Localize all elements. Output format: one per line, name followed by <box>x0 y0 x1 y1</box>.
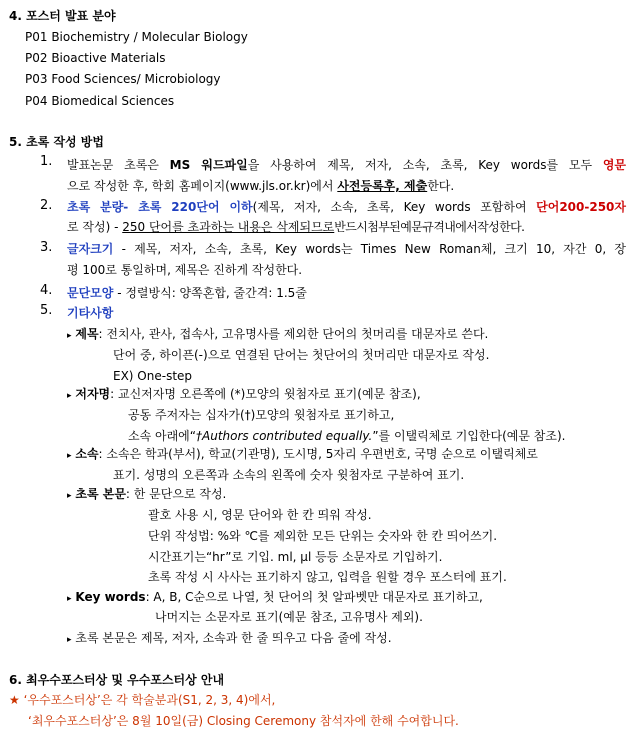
section-6-title: 6. 최우수포스터상 및 우수포스터상 안내 <box>9 673 225 687</box>
etc-author-line-2: 공동 주저자는 십자가(†)모양의 윗첨자로 표기하고, <box>128 408 395 422</box>
item-2-number: 2. <box>40 198 53 213</box>
arrow-icon: ▸ <box>67 391 72 401</box>
etc-last-line: ▸ 초록 본문은 제목, 저자, 소속과 한 줄 띄우고 다음 줄에 작성. <box>67 631 392 645</box>
etc-author-line-3: 소속 아래에“†Authors contributed equally.”를 이탤릭체로 기입한다(예문 참조). <box>128 429 566 443</box>
etc-body-line-2: 괄호 사용 시, 영문 단어와 한 칸 띄워 작성. <box>148 508 372 522</box>
item-2-line-1: 초록 분량- 초록 220단어 이하(제목, 저자, 소속, 초록, Key words 포함하여 단어200-250자 <box>67 200 626 214</box>
etc-affil-line-1: ▸ 소속: 소속은 학과(부서), 학교(기관명), 도시명, 5자리 우편번호, 국명 순으로 이탤릭체로 <box>67 447 538 461</box>
etc-title-line-1: ▸ 제목: 전치사, 관사, 접속사, 고유명사를 제외한 단어의 첫머리를 대문자로 쓴다. <box>67 327 489 341</box>
etc-keywords-line-1: ▸ Key words: A, B, C순으로 나열, 첫 단어의 첫 알파벳만 대문자로 표기하고, <box>67 590 483 604</box>
etc-body-line-5: 초록 작성 시 사사는 표기하지 않고, 입력을 원할 경우 포스터에 표기. <box>148 570 507 584</box>
etc-title-line-2: 단어 중, 하이픈(-)으로 연결된 단어는 첫단어의 첫머리만 대문자로 작성. <box>113 348 490 362</box>
list-item-p01: P01 Biochemistry / Molecular Biology <box>25 30 248 44</box>
list-item-p02: P02 Bioactive Materials <box>25 51 166 65</box>
award-line-2: ‘최우수포스터상’은 8월 10일(금) Closing Ceremony 참석자에 한해 수여합니다. <box>28 714 459 728</box>
item-3-number: 3. <box>40 240 53 255</box>
list-item-p03: P03 Food Sciences/ Microbiology <box>25 72 221 86</box>
item-3-line-1: 글자크기 - 제목, 저자, 소속, 초록, Key words는 Times New Roman체, 크기 10, 자간 0, 장 <box>67 242 626 256</box>
item-1-number: 1. <box>40 154 53 169</box>
etc-keywords-line-2: 나머지는 소문자로 표기(예문 참조, 고유명사 제외). <box>155 610 423 624</box>
etc-body-line-1: ▸ 초록 본문: 한 문단으로 작성. <box>67 487 227 501</box>
etc-title-line-3: EX) One-step <box>113 369 193 383</box>
award-line-1: ★ ‘우수포스터상’은 각 학술분과(S1, 2, 3, 4)에서, <box>9 693 276 707</box>
arrow-icon: ▸ <box>67 451 72 461</box>
item-3-line-2: 평 100로 통일하며, 제목은 진하게 작성한다. <box>67 263 303 277</box>
arrow-icon: ▸ <box>67 331 72 341</box>
item-5-number: 5. <box>40 303 53 318</box>
star-icon: ★ <box>9 693 20 707</box>
item-4-number: 4. <box>40 283 53 298</box>
item-2-line-2: 로 작성) - 250 단어를 초과하는 내용은 삭제되므로반드시첨부된예문규격내에서작성한다. <box>67 220 525 234</box>
etc-author-line-1: ▸ 저자명: 교신저자명 오른쪽에 (*)모양의 윗첨자로 표기(예문 참조), <box>67 387 421 401</box>
arrow-icon: ▸ <box>67 635 72 645</box>
etc-affil-line-2: 표기. 성명의 오른쪽과 소속의 왼쪽에 숫자 윗첨자로 구분하여 표기. <box>113 468 465 482</box>
arrow-icon: ▸ <box>67 594 72 604</box>
item-1-line-1: 발표논문 초록은 MS 워드파일을 사용하여 제목, 저자, 소속, 초록, Key words를 모두 영문 <box>67 158 626 172</box>
etc-body-line-3: 단위 작성법: %와 ℃를 제외한 모든 단위는 숫자와 한 칸 띄어쓰기. <box>148 529 498 543</box>
item-4-line: 문단모양 - 정렬방식: 양쪽혼합, 줄간격: 1.5줄 <box>67 286 307 300</box>
item-1-line-2: 으로 작성한 후, 학회 홈페이지(www.jls.or.kr)에서 사전등록후, 제출한다. <box>67 179 455 193</box>
section-4-title: 4. 포스터 발표 분야 <box>9 9 116 23</box>
arrow-icon: ▸ <box>67 491 72 501</box>
list-item-p04: P04 Biomedical Sciences <box>25 94 175 108</box>
etc-body-line-4: 시간표기는“hr”로 기입. ml, μl 등등 소문자로 기입하기. <box>148 550 443 564</box>
item-5-title: 기타사항 <box>67 306 114 320</box>
section-5-title: 5. 초록 작성 방법 <box>9 135 104 149</box>
